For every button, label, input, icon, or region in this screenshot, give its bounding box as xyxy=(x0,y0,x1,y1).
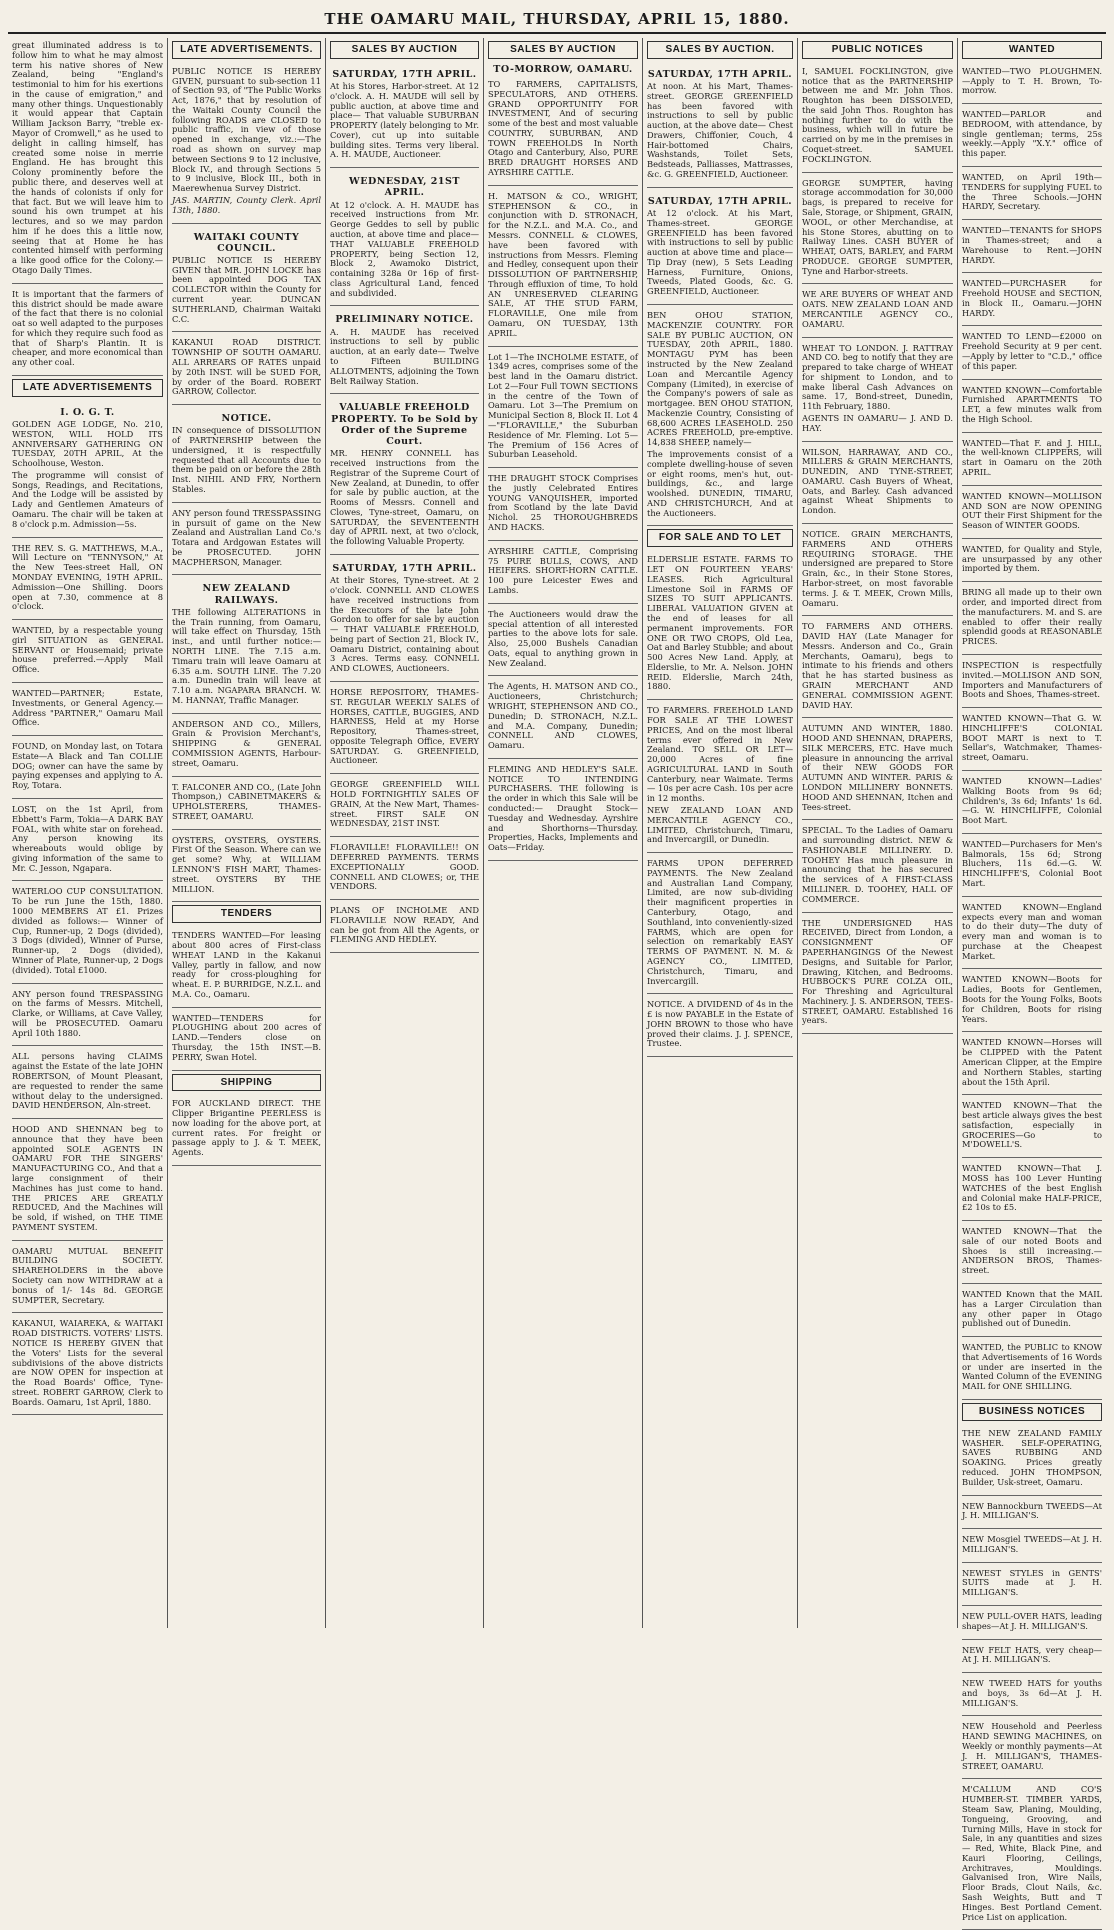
ad-milligan-1: NEW Bannockburn TWEEDS—At J. H. MILLIGAN'S. xyxy=(962,1499,1102,1530)
section-business-notices: BUSINESS NOTICES xyxy=(962,1403,1102,1421)
ad-wanted-7: WANTED KNOWN—Comfortable Furnished APARTMENTS TO LET, a few minutes walk from the High School. xyxy=(962,383,1102,433)
ad-wanted-servant: WANTED, by a respectable young girl SITUATION as GENERAL SERVANT or Housemaid; private house preferred.—Apply Mail Office. xyxy=(12,623,163,683)
ad-deferred-payments: FARMS UPON DEFERRED PAYMENTS. The New Zealand and Australian Land Company, Limited, are now sub-dividing their magnificent properties in Canterbury, Otago, and Southland, into conveniently-sized FARMS, which are open for selection on remarkably EASY TERMS OF PAYMENT. N. M. & AGENCY CO., LIMITED, Christchurch, Timaru, and Invercargill. xyxy=(647,856,793,994)
ad-paperhangings: THE UNDERSIGNED HAS RECEIVED, Direct from London, a CONSIGNMENT OF PAPERHANGINGS Of the Newest Designs, and Suitable for Parlor, Drawing, Kitchen, and Bedrooms. HUBBOCK'S PURE COLZA OIL, For Threshing and Agricultural Machinery. J. S. ANDERSON, TEES-STREET, OAMARU. Established 16 years. xyxy=(802,916,953,1035)
ad-wanted-14: WANTED KNOWN—Ladies' Walking Boots from 9s 6d; Children's, 3s 6d; Infants' 1s 6d.—G. W. HINCHLIFFE, Colonial Boot Mart. xyxy=(962,774,1102,834)
ad-dividend-notice: NOTICE. A DIVIDEND of 4s in the £ is now PAYABLE in the Estate of JOHN BROWN to those who have proved their claims. J. J. SPENCE, Trustee. xyxy=(647,997,793,1057)
column-1 xyxy=(8,38,168,1628)
ad-david-hay: TO FARMERS AND OTHERS. DAVID HAY (Late Manager for Messrs. Anderson and Co., Grain Merchants, Oamaru), begs to intimate to his friends and others that he has started business as GRAIN MERCHANT AND GENERAL COMMISSION AGENT. DAVID HAY. xyxy=(802,619,953,718)
ad-horse-repository: HORSE REPOSITORY, THAMES-ST. REGULAR WEEKLY SALES of HORSES, CATTLE, BUGGIES, AND HARNESS, Held at my Horse Repository, Thames-street, opposite Telegraph Office, EVERY SATURDAY. G. GREENFIELD, Auctioneer. xyxy=(330,685,479,774)
ad-peerless: FOR AUCKLAND DIRECT. THE Clipper Brigantine PEERLESS is now loading for the above port, at current rates. For freight or passage apply to J. & T. MEEK, Agents. xyxy=(172,1096,321,1166)
column-6 xyxy=(798,38,958,1628)
column-3 xyxy=(326,38,484,1628)
ad-wanted-23: WANTED, the PUBLIC to KNOW that Advertisements of 16 Words or under are inserted in the Wanted Column of the EVENING MAIL for ONE SHILLING. xyxy=(962,1340,1102,1400)
ad-ayrshire: AYRSHIRE CATTLE, Comprising 75 PURE BULLS, COWS, AND HEIFERS. SHORT-HORN CATTLE. 100 pure Leicester Ewes and Lambs. xyxy=(488,544,638,604)
ad-trespass-game: ANY person found TRESSPASSING in pursuit of game on the New Zealand and Australian Land Co.'s Totara and Ardgowan Estates will be PROSECUTED. JOHN MACPHERSON, Manager. xyxy=(172,506,321,576)
ad-dog-tax: WAITAKI COUNTY COUNCIL. PUBLIC NOTICE IS HEREBY GIVEN that MR. JOHN LOCKE has been appointed DOG TAX COLLECTOR within the County for current year. DUNCAN SUTHERLAND, Chairman Waitaki C.C. xyxy=(172,227,321,333)
ad-anderson-millers: ANDERSON AND CO., Millers, Grain & Provision Merchant's, SHIPPING & GENERAL COMMISSION AGENTS, Harbour-street, Oamaru. xyxy=(172,717,321,777)
ad-lost-foal: LOST, on the 1st April, from Ebbett's Farm, Tokia—A DARK BAY FOAL, with white star on forehead. Any person knowing its whereabouts would oblige by giving information of the same to Mr. C. Jesson, Ngapara. xyxy=(12,802,163,881)
ad-milligan-2: NEW Mosgiel TWEEDS—At J. H. MILLIGAN'S. xyxy=(962,1532,1102,1563)
ad-oats: It is important that the farmers of this district should be made aware of the fact that there is no colonial oat so well adapted to the purposes for which they require such food as that of Sharp's Plantin. It is cheaper, and more economical than any other coal. xyxy=(12,287,163,376)
ad-wanted-20: WANTED KNOWN—That J. MOSS has 100 Lever Hunting WATCHES of the best English and Colonial make HALF-PRICE, £2 10s to £5. xyxy=(962,1161,1102,1221)
ad-trespass: ANY person found TRESPASSING on the farms of Messrs. Mitchell, Clarke, or Williams, at Cave Valley, will be PROSECUTED. Oamaru April 10th 1880. xyxy=(12,987,163,1047)
section-for-sale-to-let: FOR SALE AND TO LET xyxy=(647,529,793,547)
ad-building-society: OAMARU MUTUAL BENEFIT BUILDING SOCIETY. SHAREHOLDERS in the above Society can now WITHDRAW at a bonus of 1/- 14s 8d. GEORGE SUMPTER, Secretary. xyxy=(12,1244,163,1314)
ad-grand-opportunity: TO FARMERS, CAPITALISTS, SPECULATORS, AND OTHERS. GRAND OPPORTUNITY FOR INVESTMENT, And of securing some of the best and most valuable COUNTRY, SUBURBAN, AND TOWN FREEHOLDS In North Otago and Canterbury, Also, PURE BRED DRAUGHT HORSES AND AYRSHIRE CATTLE. xyxy=(488,77,638,186)
ad-connell-clowes: SATURDAY, 17TH APRIL. At their Stores, Tyne-street. At 2 o'clock. CONNELL AND CLOWES have received instructions from the Executors of the late John Gordon to offer for sale by auction— THAT VALUABLE FREEHOLD, being part of Section 21, Block IV., Oamaru District, containing about 3 Acres. Terms easy. CONNELL AND CLOWES, Auctioneers. xyxy=(330,558,479,682)
ad-grain-storage: NOTICE. GRAIN MERCHANTS, FARMERS AND OTHERS REQUIRING STORAGE. THE undersigned are prepared to Store Grain, &c., in their Stone Stores, Harbor-street, on most favorable terms. J. & T. MEEK, Crown Mills, Oamaru. xyxy=(802,527,953,616)
section-late-advertisements: LATE ADVERTISEMENTS xyxy=(12,379,163,397)
ad-hood-shennan-singer: HOOD AND SHENNAN beg to announce that they have been appointed SOLE AGENTS IN OAMARU FOR THE SINGERS' MANUFACTURING CO., And that a large consignment of their Machines has just come to hand. THE PRICES ARE GREATLY REDUCED, And the Machines will be sold, if wished, on THE TIME PAYMENT SYSTEM. xyxy=(12,1122,163,1241)
ad-waterloo-cup: WATERLOO CUP CONSULTATION. To be run June the 15th, 1880. 1000 MEMBERS AT £1. Prizes divided as follows:— Winner of Cup, Runner-up, 2 Dogs (divided), 3 Dogs (divided), Winner of Purse, Runner-up, 2 Dogs (divided), Winner of Plate, Runner-up, 2 Dogs (divided). Total £1000. xyxy=(12,884,163,983)
ad-wanted-22: WANTED Known that the MAIL has a Larger Circulation than any other paper in Otago published out of Dunedin. xyxy=(962,1287,1102,1337)
ad-wanted-9: WANTED KNOWN—MOLLISON AND SON are NOW OPENING OUT their First Shipment for the Season of WINTER GOODS. xyxy=(962,489,1102,539)
masthead: THE OAMARU MAIL, THURSDAY, APRIL 15, 1880. xyxy=(8,6,1106,34)
ad-family-washer: THE NEW ZEALAND FAMILY WASHER. SELF-OPERATING, SAVES RUBBING AND SOAKING. Prices greatly reduced. JOHN THOMPSON, Builder, Usk-street, Oamaru. xyxy=(962,1426,1102,1496)
ad-milligan-6: NEW TWEED HATS for youths and boys, 3s 6d—At J. H. MILLIGAN'S. xyxy=(962,1676,1102,1716)
ad-autumn-winter: AUTUMN AND WINTER, 1880. HOOD AND SHENNAN, DRAPERS, SILK MERCERS, ETC. Have much pleasure in announcing the arrival of their NEW GOODS FOR AUTUMN AND WINTER. PARIS & LONDON MILLINERY BONNETS. HOOD AND SHENNAN, Itchen and Tees-street. xyxy=(802,721,953,820)
newspaper-page xyxy=(8,38,1106,1922)
column-7 xyxy=(958,38,1106,1922)
ad-supreme-court: VALUABLE FREEHOLD PROPERTY. To be Sold by Order of the Supreme Court. MR. HENRY CONNELL has received instructions from the Registrar of the Supreme Court of New Zealand, at Dunedin, to offer for sale by public auction, at the Rooms of Messrs. Connell and Clowes, Tyne-street, Oamaru, on SATURDAY, the SEVENTEENTH day of APRIL next, at two o'clock, the following Valuable Property. xyxy=(330,397,479,555)
ad-wanted-15: WANTED—Purchasers for Men's Balmorals, 15s 6d; Strong Bluchers, 11s 6d.—G. W. HINCHLIFFE'S, Colonial Boot Mart. xyxy=(962,837,1102,897)
ad-wanted-10: WANTED, for Quality and Style, are unsurpassed by any other imported by them. xyxy=(962,542,1102,582)
ad-wanted-11: BRING all made up to their own order, and imported direct from the manufacturers. M. and S. are enabled to offer their really splendid goods at REASONABLE PRICES. xyxy=(962,585,1102,655)
section-sales-by-auction: SALES BY AUCTION xyxy=(330,41,479,59)
ad-milligan-3: NEWEST STYLES in GENTS' SUITS made at J. H. MILLIGAN'S. xyxy=(962,1566,1102,1606)
ad-voters-lists: KAKANUI, WAIAREKA, & WAITAKI ROAD DISTRICTS. VOTERS' LISTS. NOTICE IS HEREBY GIVEN that the Voters' Lists for the several subdivisions of the above districts are NOW OPEN for inspection at the Road Boards' Office, Tyne-street. ROBERT GARROW, Clerk to Boards. Oamaru, 1st April, 1880. xyxy=(12,1316,163,1415)
ad-preliminary: PRELIMINARY NOTICE. A. H. MAUDE has received instructions to sell by public auction, at an early date— Twelve to Fifteen BUILDING ALLOTMENTS, adjoining the Town Belt Railway Station. xyxy=(330,309,479,394)
ad-milligan-4: NEW PULL-OVER HATS, leading shapes—At J. H. MILLIGAN'S. xyxy=(962,1609,1102,1640)
ad-wanted-16: WANTED KNOWN—England expects every man and woman to do their duty—The duty of every man and woman is to purchase at the Cheapest Market. xyxy=(962,900,1102,970)
ad-wheat-london: WHEAT TO LONDON. J. RATTRAY AND CO. beg to notify that they are prepared to take charge of WHEAT for shipment to London, and to make liberal Cash Advances on same. 17, Bond-street, Dunedin, 11th February, 1880. AGENTS IN OAMARU— J. AND D. HAY. xyxy=(802,341,953,442)
ad-greenfield-dray: SATURDAY, 17TH APRIL. At 12 o'clock. At his Mart, Thames-street. GEORGE GREENFIELD has been favored with instructions to sell by public auction at above time and place— Tip Dray (new), 5 Sets Leading Harness, Furniture, Onions, Tweeds, Plated Goods, &c. G. GREENFIELD, Auctioneer. xyxy=(647,191,793,305)
ad-found-dog: FOUND, on Monday last, on Totara Estate—A Black and Tan COLLIE DOG; owner can have the same by paying expenses and applying to A. Roy, Totara. xyxy=(12,739,163,799)
ad-wanted-1: WANTED—TWO PLOUGHMEN.—Apply to T. H. Brown, To-morrow. xyxy=(962,64,1102,104)
ad-falconer: T. FALCONER AND CO., (Late John Thompson,) CABINETMAKERS & UPHOLSTERERS, THAMES-STREET, OAMARU. xyxy=(172,780,321,830)
ad-maude-freehold: WEDNESDAY, 21ST APRIL. At 12 o'clock. A. H. MAUDE has received instructions from Mr. George Geddes to sell by public auction, at above time and place— THAT VALUABLE FREEHOLD PROPERTY, being Section 12, Block 2, Awamoko District, containing 328a 0r 16p of first-class Agricultural Land, fenced and subdivided. xyxy=(330,171,479,306)
ad-draught-stock: THE DRAUGHT STOCK Comprises the justly Celebrated Entires YOUNG VANQUISHER, imported from Scotland by the late David Nichol. 25 THOROUGHBREDS AND HACKS. xyxy=(488,471,638,541)
ad-agents: The Agents, H. MATSON AND CO., Auctioneers, Christchurch; WRIGHT, STEPHENSON AND CO., Dunedin; D. STRONACH, N.Z.L. and M.A. Company, Dunedin; CONNELL AND CLOWES, Oamaru. xyxy=(488,679,638,758)
ad-wanted-21: WANTED KNOWN—That the sale of our noted Boots and Shoes is still increasing.—ANDERSON BROS, Thames-street. xyxy=(962,1224,1102,1284)
ad-milligan-5: NEW FELT HATS, very cheap—At J. H. MILLIGAN'S. xyxy=(962,1643,1102,1674)
ad-tenders-ploughing: WANTED—TENDERS for PLOUGHING about 200 acres of LAND.—Tenders close on Thursday, the 15th INST.—B. PERRY, Swan Hotel. xyxy=(172,1011,321,1071)
ad-grain-sales: GEORGE GREENFIELD WILL HOLD FORTNIGHTLY SALES OF GRAIN, At the New Mart, Thames-street. FIRST SALE ON WEDNESDAY, 21ST INST. xyxy=(330,777,479,837)
ad-railways: NEW ZEALAND RAILWAYS. THE following ALTERATIONS in the Train running, from Oamaru, will take effect on Thursday, 15th inst., and until further notice:— NORTH LINE. The 7.15 a.m. Timaru train will leave Oamaru at 6.35 a.m. SOUTH LINE. The 7.20 a.m. Dunedin train will leave at 7.10 a.m. NGAPARA BRANCH. W. M. HANNAY, Traffic Manager. xyxy=(172,578,321,713)
column-4 xyxy=(484,38,643,1628)
ad-fleming-hedley: FLEMING AND HEDLEY'S SALE. NOTICE TO INTENDING PURCHASERS. THE following is the order in which this Sale will be conducted:— Draught Stock—Tuesday and Wednesday. Ayrshire and Shorthorns—Thursday. Properties, Hacks, Implements and Oats—Friday. xyxy=(488,762,638,861)
section-late-advertisements-2: LATE ADVERTISEMENTS. xyxy=(172,41,321,59)
article-barry: great illuminated address is to follow him to what he may almost term his native shores of New Zealand, being "England's testimonial to him for his exertions in the cause of emigration," and many other things. Unquestionably it would appear that Captain William Jackson Barry, "treble ex-Mayor of Cromwell," as he used to delight in calling himself, has created some noise in merrie England. He has brought this Colony prominently before the public there, and deserves well at the hands of colonists if only for that fact. But we will leave him to sound his own trumpet at his lectures, and so we may pardon him if he does this a little now, seeing that at Home he has contented himself with performing a like good office for the Colony.—Otago Daily Times. xyxy=(12,38,163,284)
ad-focklington: I, SAMUEL FOCKLINGTON, give notice that as the PARTNERSHIP between me and Mr. John Thos. Roughton has been DISSOLVED, the said John Thos. Roughton has nothing further to do with the business, which will in future be carried on by me in the premises in Coquet-street. SAMUEL FOCKLINGTON. xyxy=(802,64,953,173)
ad-greenfield-furniture: SATURDAY, 17TH APRIL. At noon. At his Mart, Thames-street. GEORGE GREENFIELD has been favored with instructions to sell by public auction, at the above date— Chest Drawers, Chiffonier, Couch, 4 Hair-bottomed Chairs, Washstands, Toilet Sets, Bedsteads, Palliasses, Mattrasses, &c. G. GREENFIELD, Auctioneer. xyxy=(647,64,793,188)
ad-elderslie: ELDERSLIE ESTATE. FARMS TO LET ON FOURTEEN YEARS' LEASES. Rich Agricultural Limestone Soil in FARMS OF SIZES TO SUIT APPLICANTS. LIBERAL VALUATION GIVEN at the end of leases for all permanent improvements. FOR ONE OR TWO CROPS, Old Lea, Oat and Barley Stubble; and about 500 Acres New Land. Apply, at Elderslie, to Mr. A. Nelson. JOHN REID. Elderslie, March 24th, 1880. xyxy=(647,552,793,700)
ad-wanted-17: WANTED KNOWN—Boots for Ladies, Boots for Gentlemen, Boots for the Young Folks, Boots for Children, Boots for rising Years. xyxy=(962,972,1102,1032)
section-wanted: WANTED xyxy=(962,41,1102,59)
ad-wanted-13: WANTED KNOWN—That G. W. HINCHLIFFE'S COLONIAL BOOT MART is next to T. Sellar's, Watchmaker, Thames-street, Oamaru. xyxy=(962,711,1102,771)
section-shipping: SHIPPING xyxy=(172,1074,321,1092)
ad-wanted-8: WANTED—That F. and J. HILL, the well-known CLIPPERS, will start in Oamaru on the 20th APRIL. xyxy=(962,436,1102,486)
ad-milligan-7: NEW Household and Peerless HAND SEWING MACHINES, on Weekly or monthly payments—At J. H. MILLIGAN'S, THAMES-STREET, OAMARU. xyxy=(962,1719,1102,1779)
ad-mcallum-timber: M'CALLUM AND CO'S HUMBER-ST. TIMBER YARDS, Steam Saw, Planing, Moulding, Tongueing, Grooving, and Turning Mills, Have in stock for Sale, in any quantities and sizes— Red, White, Black Pine, and Kauri Flooring, Ceilings, Architraves, Mouldings. Galvanised Iron, Wire Nails, Floor Brads, Clout Nails, &c. Sash Weights, Butt and T Hinges. Best Portland Cement. Price List on application. xyxy=(962,1782,1102,1930)
ad-wanted-18: WANTED KNOWN—Horses will be CLIPPED with the Patent American Clipper, at the Empire and Northern Stables, starting about the 15th April. xyxy=(962,1035,1102,1095)
section-tenders: TENDERS xyxy=(172,905,321,923)
sale-date: TO-MORROW, OAMARU. xyxy=(493,63,633,75)
ad-wanted-12: INSPECTION is respectfully invited.—MOLLISON AND SON, Importers and Manufacturers of Boots and Shoes, Thames-street. xyxy=(962,658,1102,708)
ad-wanted-2: WANTED—PARLOR and BEDROOM, with attendance, by single gentleman; terms, 25s weekly.—Apply "X.Y." office of this paper. xyxy=(962,107,1102,167)
ad-ioot: I. O. G. T. GOLDEN AGE LODGE, No. 210, WESTON, WILL HOLD ITS ANNIVERSARY GATHERING ON TUESDAY, 20TH APRIL, At the Schoolhouse, Weston. The programme will consist of Songs, Readings, and Recitations, And the Lodge will be assisted by Lady and Gentlemen Amateurs of Oamaru. The chair will be taken at 8 o'clock p.m. Admission—5s. xyxy=(12,402,163,538)
ad-wanted-4: WANTED—TENANTS for SHOPS in Thames-street; and a Warehouse to Rent.—JOHN HARDY. xyxy=(962,223,1102,273)
ad-buyers-wheat: WE ARE BUYERS OF WHEAT AND OATS. NEW ZEALAND LOAN AND MERCANTILE AGENCY CO., OAMARU. xyxy=(802,287,953,337)
ad-public-notice-roads: PUBLIC NOTICE IS HEREBY GIVEN, pursuant to sub-section 11 of Section 93, of "The Public Works Act, 1876," that by resolution of the Waitaki County Council the following ROADS are CLOSED to public traffic, in view of those opened in exchange, viz.:—The road as shown on survey map between Sections 9 to 12 inclusive, Block IV., and through Sections 5 to 9 inclusive, Block III., both in Maerewhenua Survey District. JAS. MARTIN, County Clerk. April 13th, 1880. xyxy=(172,64,321,224)
ad-claims: ALL persons having CLAIMS against the Estate of the late JOHN ROBERTSON, of Mount Pleasant, are requested to render the same without delay to the undersigned. DAVID HENDERSON, Aln-street. xyxy=(12,1049,163,1119)
ad-wanted-3: WANTED, on April 19th—TENDERS for supplying FUEL to the Three Schools.—JOHN HARDY, Secretary. xyxy=(962,170,1102,220)
ad-oysters: OYSTERS, OYSTERS, OYSTERS. First Of the Season. Where can we get some? Why, at WILLIAM LENNON'S FISH MART, Thames-street. OYSTERS BY THE MILLION. xyxy=(172,833,321,903)
ad-tenders-land: TENDERS WANTED—For leasing about 800 acres of First-class WHEAT LAND in the Kakanui Valley, partly in fallow, and now ready for cross-ploughing for wheat. E. P. BURRIDGE, N.Z.L. and M.A. Co., Oamaru. xyxy=(172,928,321,1007)
ad-wanted-5: WANTED—PURCHASER for Freehold HOUSE and SECTION, in Block II., Oamaru.—JOHN HARDY. xyxy=(962,276,1102,326)
column-2 xyxy=(168,38,326,1628)
section-sales-by-auction-3: SALES BY AUCTION. xyxy=(647,41,793,59)
ad-arrears-rates: KAKANUI ROAD DISTRICT. TOWNSHIP OF SOUTH OAMARU. ALL ARREARS OF RATES unpaid by 20th INST. will be SUED FOR, by order of the Board. ROBERT GARROW, Collector. xyxy=(172,335,321,405)
ad-tennyson-lecture: THE REV. S. G. MATTHEWS, M.A., Will Lecture on "TENNYSON," At the New Tees-street Hall, ON MONDAY EVENING, 19TH APRIL. Admission—One Shilling. Doors open at 7.30, commence at 8 o'clock. xyxy=(12,541,163,620)
ad-freehold-farmers: TO FARMERS. FREEHOLD LAND FOR SALE AT THE LOWEST PRICES, And on the most liberal terms ever offered in New Zealand. TO SELL OR LET— 20,000 Acres of fine AGRICULTURAL LAND in South Canterbury, near Waimate. Terms— 10s per acre Cash. 10s per acre in 12 months. NEW ZEALAND LOAN AND MERCANTILE AGENCY CO., LIMITED, Christchurch, Timaru, and Invercargill, or Dunedin. xyxy=(647,703,793,853)
ad-millinery: SPECIAL. To the Ladies of Oamaru and surrounding district. NEW & FASHIONABLE MILLINERY. D. TOOHEY Has much pleasure in announcing that he has secured the services of A FIRST-CLASS MILLINER. D. TOOHEY, HALL OF COMMERCE. xyxy=(802,823,953,912)
ad-wanted-19: WANTED KNOWN—That the best article always gives the best satisfaction, especially in GROCERIES—Go to M'DOWELL'S. xyxy=(962,1098,1102,1158)
ad-lots: Lot 1—The INCHOLME ESTATE, of 1349 acres, comprises some of the best land in the Oamaru district. Lot 2—Four Full TOWN SECTIONS in the centre of the Town of Oamaru. Lot 3—The Premium on Municipal Section 8, Block II. Lot 4—"FLORAVILLE," the Suburban Residence of Mr. Fleming. Lot 5—The Premium of 156 Acres of Suburban Leasehold. xyxy=(488,350,638,469)
ad-wanted-6: WANTED TO LEND—£2000 on Freehold Security at 9 per cent.—Apply by letter to "C.D.," office of this paper. xyxy=(962,329,1102,379)
ad-floraville: FLORAVILLE! FLORAVILLE!! ON DEFERRED PAYMENTS. TERMS EXCEPTIONALLY GOOD. CONNELL AND CLOWES; or, THE VENDORS. xyxy=(330,840,479,900)
ad-dissolution: NOTICE. IN consequence of DISSOLUTION of PARTNERSHIP between the undersigned, it is respectfully requested that all Accounts due to them be paid on or before the 28th Inst. NIHIL AND FRY, Northern Stables. xyxy=(172,408,321,503)
ad-plans-incholme: PLANS OF INCHOLME AND FLORAVILLE NOW READY, And can be got from All the Agents, or FLEMING AND HEDLEY. xyxy=(330,903,479,953)
section-public-notices: PUBLIC NOTICES xyxy=(802,41,953,59)
column-5 xyxy=(643,38,798,1628)
section-sales-by-auction-2: SALES BY AUCTION xyxy=(488,41,638,59)
ad-wanted-partner: WANTED—PARTNER; Estate, Investments, or General Agency.—Address "PARTNER," Oamaru Mail Office. xyxy=(12,686,163,736)
ad-matson-clearing-sale: H. MATSON & CO., WRIGHT, STEPHENSON & CO., in conjunction with D. STRONACH, for the N.Z.L. and M.A. Co., and Messrs. CONNELL & CLOWES, have been favored with instructions from Messrs. Fleming and Hedley, consequent upon their DISSOLUTION OF PARTNERSHIP, Through effluxion of time, To hold AN UNRESERVED CLEARING SALE, AT THE STUD FARM, FLORAVILLE, One mile from Oamaru, ON TUESDAY, 13th APRIL. xyxy=(488,189,638,347)
ad-wilson-harraway: WILSON, HARRAWAY, AND CO., MILLERS & GRAIN MERCHANTS, DUNEDIN, AND TYNE-STREET, OAMARU. Cash Buyers of Wheat, Oats, and Barley. Cash advanced against Wheat Shipments to London. xyxy=(802,445,953,524)
ad-auctioneers-note: The Auctioneers would draw the special attention of all interested parties to the above lots for sale. Also, 25,000 Bushels Canadian Oats, equal to anything grown in New Zealand. xyxy=(488,607,638,677)
ad-maude-suburban: SATURDAY, 17TH APRIL. At his Stores, Harbor-street. At 12 o'clock. A. H. MAUDE will sell by public auction, at above time and place— That valuable SUBURBAN PROPERTY (lately belonging to Mr. Cover), cut up into suitable building sites. Terms very liberal. A. H. MAUDE, Auctioneer. xyxy=(330,64,479,168)
ad-ben-ohou-station: BEN OHOU STATION, MACKENZIE COUNTRY. FOR SALE BY PUBLIC AUCTION, ON TUESDAY, 20th APRIL, 1880. MONTAGU PYM has been instructed by the New Zealand Loan and Mercantile Agency Company (Limited), in exercise of the Company's powers of sale as mortgagee. BEN OHOU STATION, Mackenzie Country, Consisting of 68,600 ACRES LEASEHOLD. 250 ACRES FREEHOLD, pre-emptive. 14,838 SHEEP, namely— The improvements consist of a complete dwelling-house of seven or eight rooms, men's hut, out-buildings, &c., and large woolshed. DUNEDIN, TIMARU, AND CHRISTCHURCH, And at the Auctioneers. xyxy=(647,308,793,526)
ad-sumpter-storage: GEORGE SUMPTER, having storage accommodation for 30,000 bags, is prepared to receive for Sale, Storage, or Shipment, GRAIN, WOOL, or other Merchandise, at his Stone Stores, abutting on to Railway Lines. CASH BUYER of WHEAT, OATS, BARLEY, and FARM PRODUCE. GEORGE SUMPTER, Tyne and Harbor-streets. xyxy=(802,176,953,285)
